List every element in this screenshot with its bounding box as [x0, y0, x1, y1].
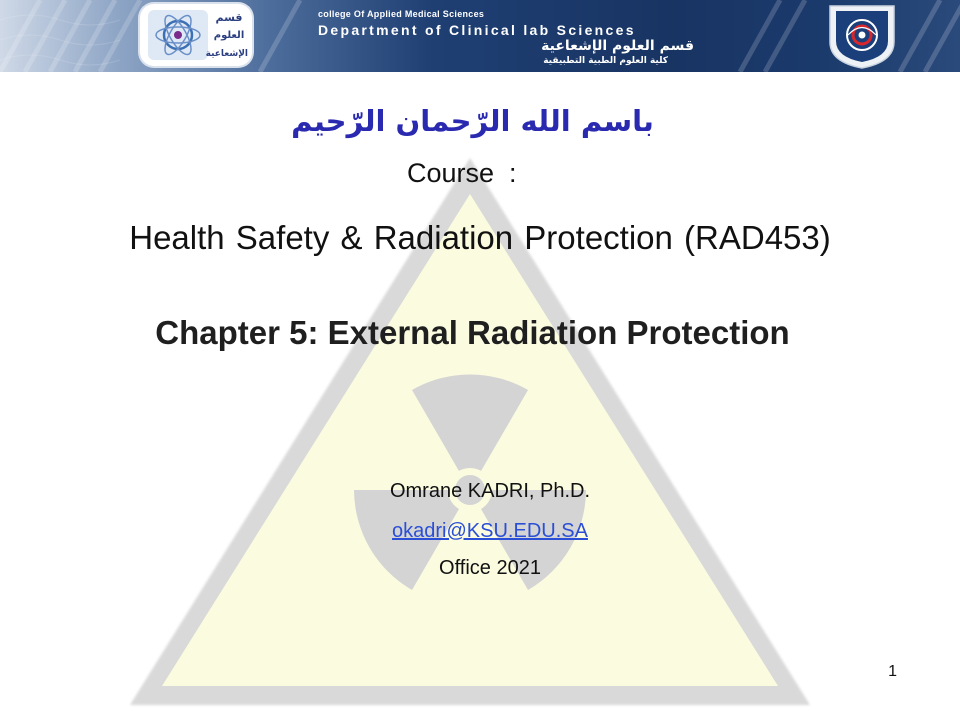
logo-word-3: الإشعاعية — [205, 49, 248, 59]
chapter-title: Chapter 5: External Radiation Protection — [155, 314, 790, 351]
page-number: 1 — [888, 663, 897, 680]
course-label: Course : — [407, 158, 517, 188]
header-banner — [0, 0, 960, 72]
university-shield-icon — [822, 2, 902, 70]
department-name: Department of Clinical lab Sciences — [318, 22, 636, 38]
department-logo-wordmark — [205, 9, 248, 63]
department-name-arabic: قسم العلوم الإشعاعية — [541, 38, 694, 54]
office-number: Office 2021 — [439, 557, 541, 579]
author-name: Omrane KADRI, Ph.D. — [389, 480, 591, 502]
bismillah-heading: باسم الله الرّحمان الرّحيم — [291, 104, 654, 138]
department-logo-icon — [148, 10, 208, 60]
department-logo — [140, 4, 252, 66]
logo-word-1: قسم — [215, 11, 243, 24]
course-title: Health Safety & Radiation Protection (RAD453) — [129, 219, 831, 256]
logo-word-2: العلوم — [213, 30, 245, 41]
college-name-arabic: كلية العلوم الطبية التطبيقية — [543, 56, 668, 66]
college-name: college Of Applied Medical Sciences — [318, 9, 485, 19]
author-email-link[interactable]: okadri@KSU.EDU.SA — [392, 520, 588, 542]
